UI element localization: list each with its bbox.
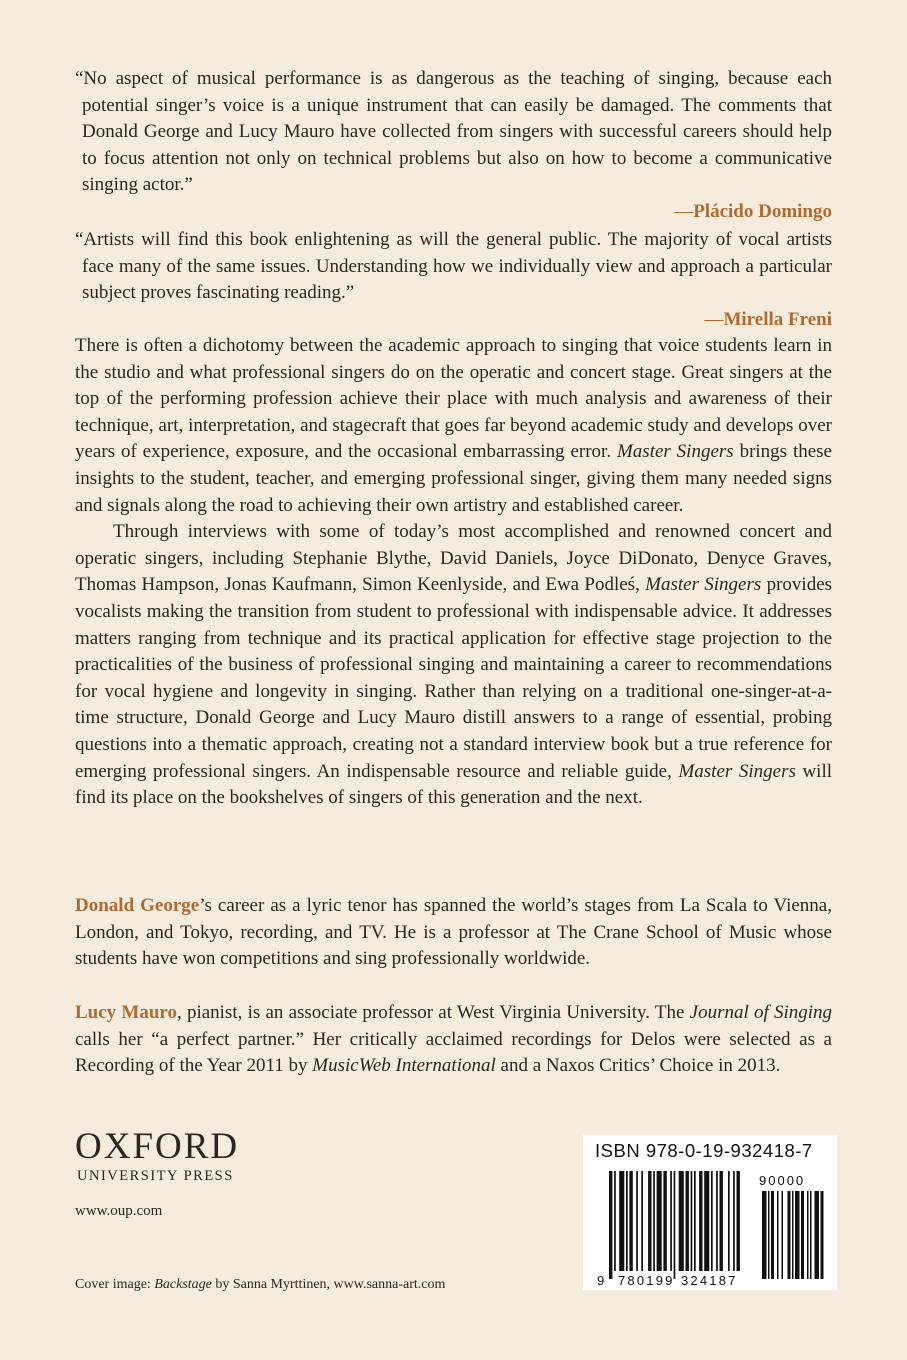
quote-text: “No aspect of musical performance is as dangerous as the teaching of singing, because each potential singer’s voice is a unique instrument that can easily be damaged. The comments that Donald George and Lucy Mauro have collected from singers with successful careers should help to focus attention not only on technical problems but also on how to become a communicative singing actor.” [75, 68, 832, 196]
barcode-bar [609, 1171, 612, 1279]
barcode-bar [614, 1171, 616, 1271]
barcode-bar [737, 1171, 740, 1271]
barcode-bar [670, 1171, 672, 1271]
barcode-bar [728, 1171, 730, 1271]
barcode-right-digits: 324187 [681, 1273, 738, 1288]
barcode-addon-bar [792, 1191, 794, 1279]
author-bio-mauro: Lucy Mauro, pianist, is an associate professor at West Virginia University. The Journal of Singing calls her “a perfect partner.” Her critically acclaimed recordings for Delos were selected as a Recording of the Year 2011 by MusicWeb International and a Naxos Critics’ Choice in 2013. [75, 1002, 833, 1077]
barcode-addon-bar [801, 1191, 804, 1279]
author-name: Donald George [75, 895, 200, 916]
barcode-bar [699, 1171, 702, 1271]
barcode-bar [720, 1171, 723, 1271]
book-title: Master Singers [678, 760, 796, 782]
barcode-addon-bar [810, 1191, 812, 1279]
barcode-panel [583, 1135, 837, 1290]
barcode-bar [663, 1171, 666, 1271]
book-title: Master Singers [645, 574, 762, 596]
quote-attribution: —Plácido Domingo [674, 200, 832, 222]
barcode-bar [716, 1171, 718, 1271]
attribution-name: Mirella Freni [723, 308, 832, 330]
barcode-bar [711, 1171, 713, 1271]
barcode-addon-bar [782, 1191, 784, 1279]
barcode-icon [583, 1135, 837, 1290]
barcode-bar [691, 1171, 693, 1271]
quote-attribution: —Mirella Freni [704, 308, 832, 330]
quote-domingo [75, 66, 832, 226]
publisher-subtitle: UNIVERSITY PRESS [77, 1168, 234, 1184]
barcode-bar [674, 1171, 676, 1279]
barcode-addon-bar [795, 1191, 800, 1279]
barcode-bar [686, 1171, 689, 1271]
barcode-bar [679, 1171, 684, 1271]
book-title: Master Singers [616, 441, 734, 463]
barcode-bar [694, 1171, 696, 1271]
attribution-name: Plácido Domingo [693, 200, 832, 222]
isbn-label: ISBN 978-0-19-932418-7 [595, 1140, 813, 1161]
barcode-addon-bar [807, 1191, 809, 1279]
barcode-addon-bar [777, 1191, 779, 1279]
barcode-bar [629, 1171, 632, 1271]
barcode-addon-bar [771, 1191, 774, 1279]
cover-credit: Cover image: Backstage by Sanna Myrttinen, www.sanna-art.com [75, 1277, 446, 1292]
description-paragraph-1: There is often a dichotomy between the academic approach to singing that voice students learn in the studio and what professional singers do on the operatic and concert stage. Great singers at the top of the performing profession achieve their place with much analysis and awareness of their technique, art, interpretation, and stagecraft that goes far beyond academic study and develops over years of experience, exposure, and the occasional embarrassing error. Master Singers brings these insights to the student, teacher, and emerging professional singer, giving them many needed signs and signals along the road to achieving their own artistry and established career. [75, 335, 832, 516]
barcode-bar [704, 1171, 709, 1271]
barcode-bar [733, 1171, 735, 1271]
barcode-bar [657, 1171, 662, 1271]
barcode-addon-bar [788, 1191, 791, 1279]
barcode-addon-digits: 90000 [759, 1173, 806, 1188]
barcode-bar [636, 1171, 638, 1271]
publisher-logo: OXFORD [75, 1126, 240, 1167]
barcode-addon-bar [821, 1191, 824, 1279]
barcode-left-digits: 780199 [618, 1273, 675, 1288]
publisher-url[interactable]: www.oup.com [75, 1203, 163, 1219]
barcode-bar [619, 1171, 624, 1271]
author-bio-george: Donald George’s career as a lyric tenor has spanned the world’s stages from La Scala to Vienna, London, and Tokyo, recording, and TV. He is a professor at The Crane School of Music whose students have won competitions and sing professionally worldwide. [75, 895, 832, 970]
quote-freni [75, 227, 832, 333]
barcode-bar [626, 1171, 628, 1271]
barcode-addon-bar [815, 1191, 820, 1279]
quote-text: “Artists will find this book enlightening as will the general public. The majority of vocal artists face many of the same issues. Understanding how we individually view and approach a particular subject proves fascinating reading.” [75, 229, 832, 304]
barcode-bar [653, 1171, 655, 1271]
barcode-lead-digit: 9 [597, 1273, 607, 1288]
barcode-bar [641, 1171, 643, 1271]
barcode-addon-bar [768, 1191, 770, 1279]
description-paragraph-2: Through interviews with some of today’s most accomplished and renowned concert and operatic singers, including Stephanie Blythe, David Daniels, Joyce DiDonato, Denyce Graves, Thomas Hampson, Jonas Kaufmann, Simon Keenlyside, and Ewa Podleś, Master Singers provides vocalists making the transition from student to professional with indispensable advice. It addresses matters ranging from technique and its practical application for effective stage projection to the practicalities of the business of professional singing and maintaining a career to recommendations for vocal hygiene and longevity in singing. Rather than relying on a traditional one-singer-at-a-time structure, Donald George and Lucy Mauro distill answers to a range of essential, probing questions into a thematic approach, creating not a standard interview book but a true reference for emerging professional singers. An indispensable resource and reliable guide, Master Singers will find its place on the bookshelves of singers of this generation and the next. [75, 521, 833, 809]
barcode-addon-bar [762, 1191, 767, 1279]
author-name: Lucy Mauro [75, 1002, 177, 1023]
book-description [75, 333, 832, 812]
barcode-bar [648, 1171, 651, 1271]
